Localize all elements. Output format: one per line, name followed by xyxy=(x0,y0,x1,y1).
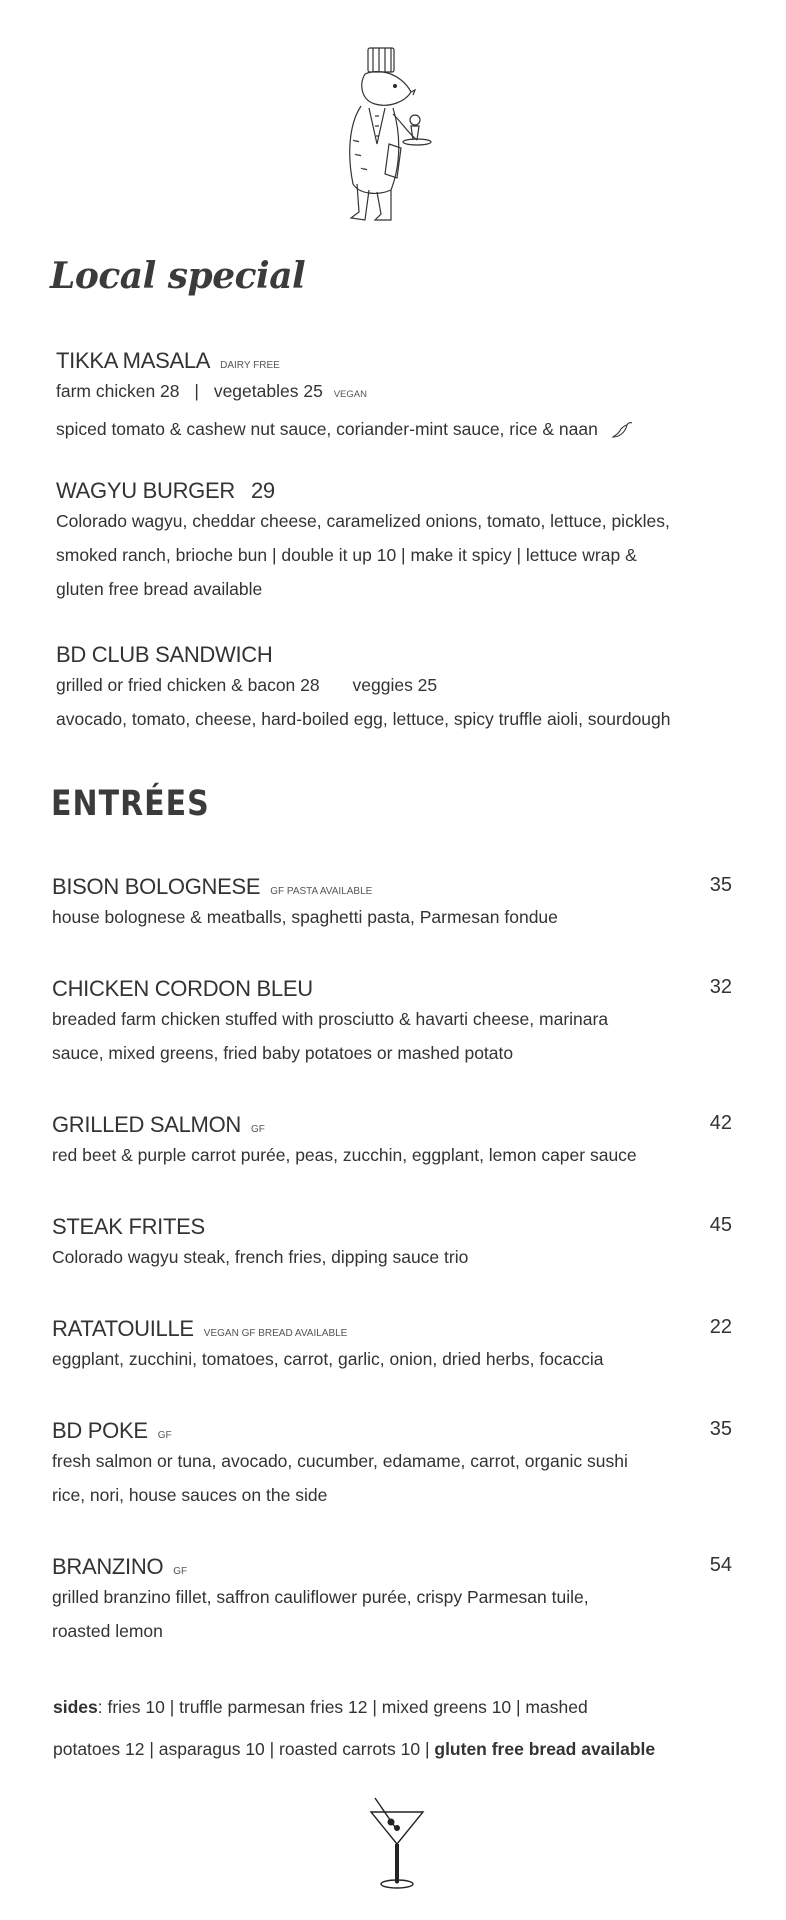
item-price: 35 xyxy=(709,1418,732,1440)
item-price: 35 xyxy=(709,874,732,896)
dietary-tag: VEGAN xyxy=(333,389,367,400)
item-description: smoked ranch, brioche bun | double it up 10 | make it spicy | lettuce wrap & xyxy=(56,545,637,565)
item-description: gluten free bread available xyxy=(56,579,263,599)
dietary-tag: GF xyxy=(250,1124,265,1135)
item-price: 32 xyxy=(709,976,732,998)
entrees-heading: ENTRÉES xyxy=(51,784,210,825)
item-name: TIKKA MASALA xyxy=(56,348,211,373)
item-name: GRILLED SALMON xyxy=(52,1112,241,1137)
item-description: fresh salmon or tuna, avocado, cucumber, edamame, carrot, organic sushi xyxy=(52,1451,628,1471)
sides-section xyxy=(53,1686,655,1770)
item-name: BISON BOLOGNESE xyxy=(52,874,261,899)
item-description: spiced tomato & cashew nut sauce, coriander-mint sauce, rice & naan xyxy=(56,419,598,439)
dietary-tag: GF xyxy=(157,1430,172,1441)
item-name: CHICKEN CORDON BLEU xyxy=(52,976,313,1001)
dietary-tag: DAIRY FREE xyxy=(220,360,280,371)
item-description: house bolognese & meatballs, spaghetti pasta, Parmesan fondue xyxy=(52,907,558,927)
item-option: vegetables 25 xyxy=(213,381,323,401)
dietary-tag: GF xyxy=(173,1566,188,1577)
separator: | xyxy=(194,381,199,401)
item-option: veggies 25 xyxy=(352,675,438,695)
dietary-tag: VEGAN GF BREAD AVAILABLE xyxy=(203,1328,348,1339)
item-name: RATATOUILLE xyxy=(52,1316,194,1341)
item-price: 42 xyxy=(709,1112,732,1134)
sides-label: sides xyxy=(53,1697,98,1717)
sides-list: potatoes 12 | asparagus 10 | roasted carrots 10 | xyxy=(53,1739,435,1759)
item-description: sauce, mixed greens, fried baby potatoes or mashed potato xyxy=(52,1043,514,1063)
chili-pepper-icon xyxy=(611,421,633,439)
item-description: avocado, tomato, cheese, hard-boiled egg, lettuce, spicy truffle aioli, sourdough xyxy=(56,709,671,729)
sides-list: : fries 10 | truffle parmesan fries 12 | mixed greens 10 | mashed xyxy=(97,1697,588,1717)
item-price: 54 xyxy=(709,1554,732,1576)
item-description: Colorado wagyu steak, french fries, dipping sauce trio xyxy=(52,1247,469,1267)
item-description: breaded farm chicken stuffed with prosciutto & havarti cheese, marinara xyxy=(52,1009,609,1029)
gluten-free-note: gluten free bread available xyxy=(434,1739,656,1759)
item-description: Colorado wagyu, cheddar cheese, caramelized onions, tomato, lettuce, pickles, xyxy=(56,511,670,531)
item-name: BD CLUB SANDWICH xyxy=(56,642,273,667)
item-description: roasted lemon xyxy=(52,1621,163,1641)
item-name: STEAK FRITES xyxy=(52,1214,205,1239)
item-name: BD POKE xyxy=(52,1418,148,1443)
item-option: grilled or fried chicken & bacon 28 xyxy=(56,675,320,695)
item-description: grilled branzino fillet, saffron cauliflower purée, crispy Parmesan tuile, xyxy=(52,1587,589,1607)
bear-chef-icon xyxy=(331,44,441,226)
local-special-heading: Local special xyxy=(50,255,306,297)
item-description: eggplant, zucchini, tomatoes, carrot, garlic, onion, dried herbs, focaccia xyxy=(52,1349,604,1369)
item-name: BRANZINO xyxy=(52,1554,164,1579)
martini-glass-icon xyxy=(367,1796,427,1890)
item-option: farm chicken 28 xyxy=(56,381,180,401)
item-price: 22 xyxy=(709,1316,732,1338)
item-price: 29 xyxy=(250,478,275,503)
item-name: WAGYU BURGER xyxy=(56,478,235,503)
dietary-tag: GF PASTA AVAILABLE xyxy=(270,886,373,897)
item-description: rice, nori, house sauces on the side xyxy=(52,1485,328,1505)
item-description: red beet & purple carrot purée, peas, zucchin, eggplant, lemon caper sauce xyxy=(52,1145,637,1165)
item-price: 45 xyxy=(709,1214,732,1236)
